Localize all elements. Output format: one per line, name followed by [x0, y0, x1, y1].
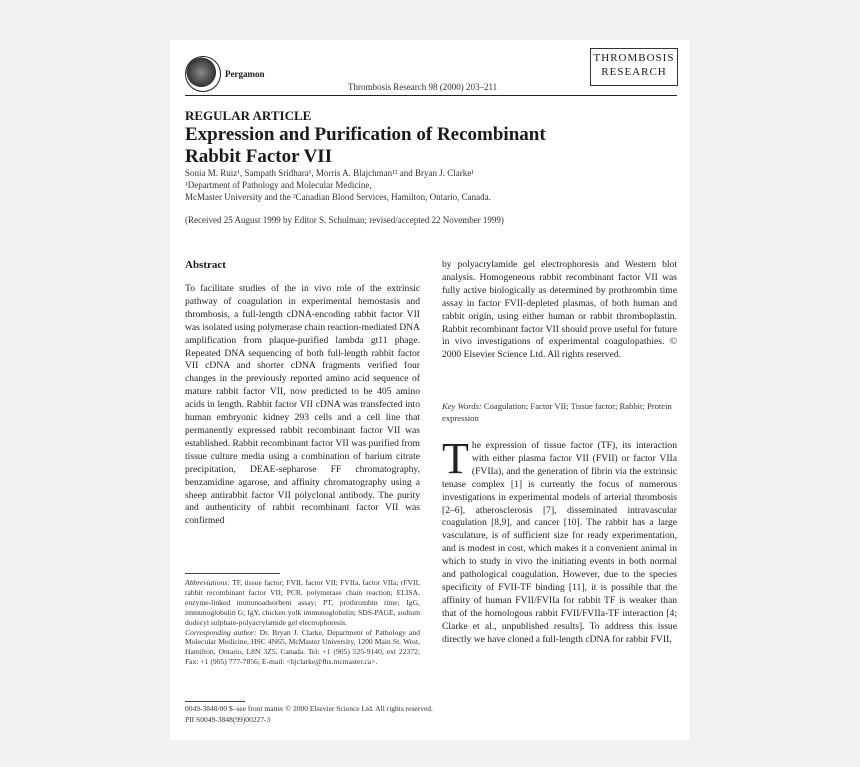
footer	[185, 703, 433, 725]
copyright-line: 0049-3848/00 $–see front matter © 2000 Elsevier Science Ltd. All rights reserved.	[185, 704, 433, 713]
article-title: Expression and Purification of Recombinant Rabbit Factor VII	[185, 124, 546, 167]
received-dates: (Received 25 August 1999 by Editor S. Schulman; revised/accepted 22 November 1999)	[185, 215, 504, 225]
abstract-heading: Abstract	[185, 259, 226, 271]
corresponding-author-note	[185, 628, 420, 668]
journal-box-line2: RESEARCH	[601, 66, 667, 78]
abstract-right-text: by polyacrylamide gel electrophoresis and Western blot analysis. Homogeneous rabbit recombinant factor VII was fully active biologically as determined by prothrombin time assay in factor FVII-depleted plasmas, of both human and rabbit origin, using either human or rabbit thromboplastin. Rabbit recombinant factor VII should prove useful for future in vivo investigations of experimental coagulopathies. © 2000 Elsevier Science Ltd. All rights reserved.	[442, 259, 677, 361]
corresponding-author-text: Dr. Bryan J. Clarke, Department of Pathology and Molecular Medicine, HSC 4N65, McMaster University, 1200 Main St. West, Hamilton, Ontario, L8N 3Z5, Canada. Tel: +1 (905) 525-9140, ext 22372; Fax: +1 (905) 777-7856; E-mail: <bjclarke@fhs.mcmaster.ca>.	[185, 627, 420, 667]
pergamon-emblem-icon	[185, 56, 221, 92]
publisher-logo-text: Pergamon	[225, 69, 265, 79]
introduction-text: he expression of tissue factor (TF), its interaction with either plasma factor VII (FVII) or factor VIIa (FVIIa), and the generation of fibrin via the extrinsic tenase complex [1] is currently the focus of numerous investigations in experimental models of arterial thrombosis [2–6], atherosclerosis [7], disseminated intravascular coagulation [8,9], and cancer [10]. The rabbit has a large vasculature, is of sufficient size for ready experimentation, and is modest in cost, which makes it a convenient animal in which to study in vivo the initiating events in both normal and pathological coagulation. However, due to the species specificity of FVII-TF binding [11], it is possible that the affinity of human FVII/FVIIa for rabbit TF is weaker than that of the homologous rabbit FVII/FVIIa-TF interaction [4; Clarke et al., unpublished results]. To address this issue directly we have cloned a full-length cDNA for rabbit FVII,	[442, 440, 677, 645]
keywords-label: Key Words:	[442, 401, 482, 411]
header-rule	[185, 95, 677, 96]
article-type: REGULAR ARTICLE	[185, 108, 312, 123]
abstract-left-text: To facilitate studies of the in vivo role of the extrinsic pathway of coagulation in experimental hemostasis and thrombosis, a full-length cDNA-encoding rabbit factor VII was isolated using polymerase chain reaction-mediated DNA amplification from plaque-purified lambda gt11 phage. Repeated DNA sequencing of both full-length rabbit factor VII cDNA and shorter cDNA fragments verified four changes in the previously reported amino acid sequence of mature rabbit factor VII, now predicted to be 405 amino acids in length. Rabbit factor VII cDNA was transfected into human embryonic kidney 293 cells and a cell line that permanently expressed rabbit recombinant factor VII was established. Rabbit recombinant factor VII was purified from tissue culture media using a combination of barium citrate precipitation, DEAE-sepharose FF chromatography, benzamidine agarose, and affinity chromatography using a sheep antirabbit factor VII polyclonal antibody. The purity and authenticity of rabbit recombinant factor VII was confirmed	[185, 283, 420, 527]
journal-reference: Thrombosis Research 98 (2000) 203–211	[348, 82, 498, 92]
footnote-rule	[185, 573, 280, 574]
abbreviations-note	[185, 578, 420, 628]
introduction-paragraph	[442, 434, 677, 647]
journal-title-box	[590, 48, 678, 86]
keywords	[442, 400, 677, 424]
publisher-logo	[185, 55, 267, 93]
pii-line: PII S0049-3848(99)00227-3	[185, 715, 271, 724]
affiliation-line2: McMaster University and the ²Canadian Blood Services, Hamilton, Ontario, Canada.	[185, 192, 491, 202]
footer-rule	[185, 701, 245, 702]
authors: Sonia M. Ruiz¹, Sampath Sridhara¹, Morris A. Blajchman¹² and Bryan J. Clarke¹	[185, 168, 474, 178]
journal-box-line1: THROMBOSIS	[593, 52, 675, 64]
affiliation-line1: ¹Department of Pathology and Molecular Medicine,	[185, 180, 372, 190]
abbreviations-label: Abbreviations:	[185, 578, 230, 587]
abbreviations-text: TF, tissue factor; FVII, factor VII; FVIIa, factor VIIa; rFVII, rabbit recombinant factor VII; PCR, polymerase chain reaction; ELISA, enzyme-linked immunoadsorbent assay; PT, prothrombin time; IgG, immunoglobulin G; IgY, chicken yolk immunoglobulin; SDS-PAGE, sodium dodecyl sulphate-polyacrylamide gel electrophoresis.	[185, 578, 420, 627]
footnotes	[185, 578, 420, 667]
dropcap-letter: T	[442, 434, 469, 483]
corresponding-author-label: Corresponding author:	[185, 627, 257, 637]
keywords-text: Coagulation; Factor VII; Tissue factor; Rabbit; Protein expression	[442, 401, 672, 423]
